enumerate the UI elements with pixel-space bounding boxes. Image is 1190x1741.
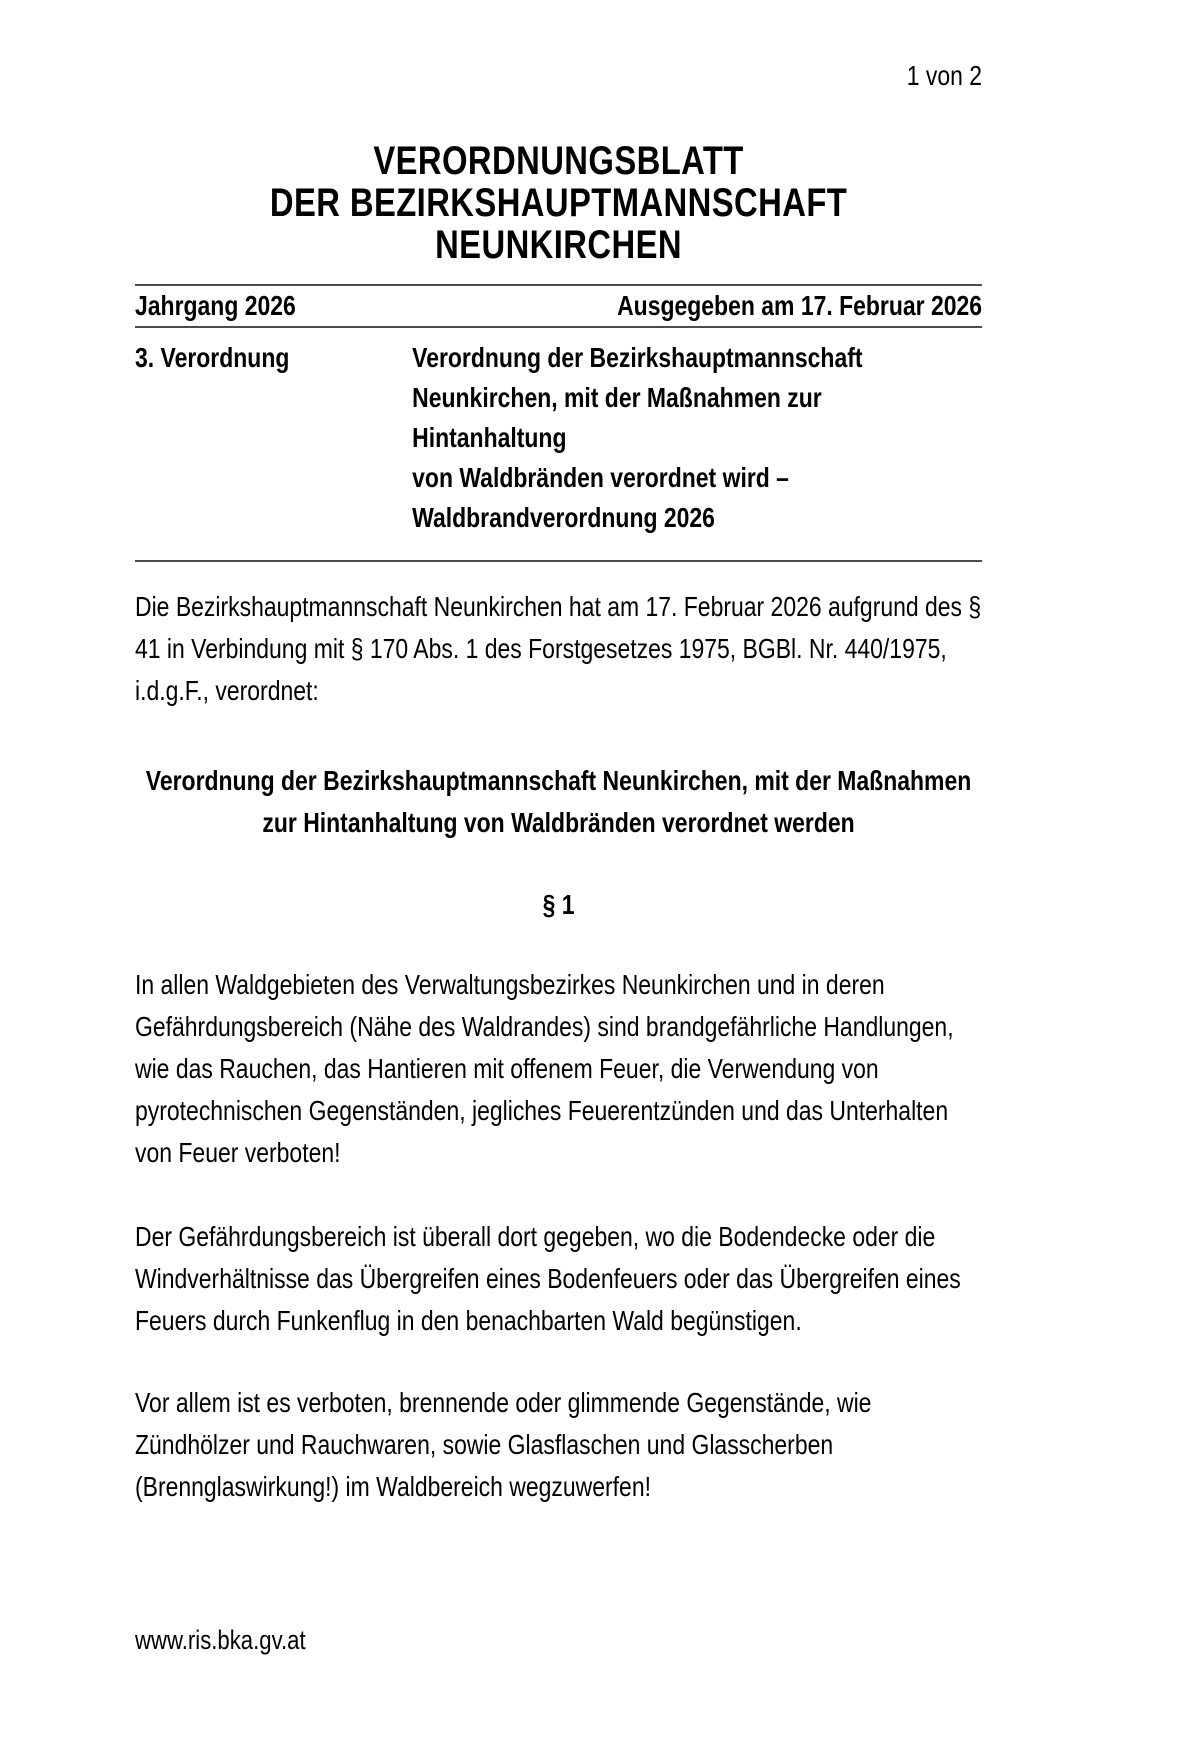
- footer-url: www.ris.bka.gv.at: [135, 1625, 306, 1655]
- body-paragraph: Vor allem ist es verboten, brennende oder glimmende Gegenstände, wie Zündhölzer und Rauchwaren, sowie Glasflaschen und Glasscherben (Brennglaswirkung!) im Waldbereich wegzuwerfen!: [135, 1387, 872, 1502]
- issue-header-row: [135, 286, 982, 326]
- body-paragraph: Der Gefährdungsbereich ist überall dort gegeben, wo die Bodendecke oder die Windverhältnisse das Übergreifen eines Bodenfeuers oder das Übergreifen eines Feuers durch Funkenflug in den benachbarten Wald begünstigen.: [135, 1221, 961, 1336]
- issued-date-label: Ausgegeben am 17. Februar 2026: [617, 290, 983, 321]
- page-number: 1 von 2: [906, 60, 983, 91]
- preamble-paragraph: Die Bezirkshauptmannschaft Neunkirchen hat am 17. Februar 2026 aufgrund des § 41 in Verbindung mit § 170 Abs. 1 des Forstgesetzes 1975, BGBl. Nr. 440/1975, i.d.g.F., verordnet:: [135, 591, 982, 706]
- masthead: [135, 140, 982, 266]
- horizontal-rule-bottom: [135, 560, 982, 562]
- body-paragraph: In allen Waldgebieten des Verwaltungsbezirkes Neunkirchen und in deren Gefährdungsbereich (Nähe des Waldrandes) sind brandgefährliche Handlungen, wie das Rauchen, das Hantieren mit offenem Feuer, die Verwendung von pyrotechnischen Gegenständen, jegliches Feuerentzünden und das Unterhalten von Feuer verboten!: [135, 969, 954, 1168]
- ordinance-title-line: Neunkirchen, mit der Maßnahmen zur Hintanhaltung: [412, 382, 822, 453]
- section-heading: § 1: [542, 889, 575, 920]
- ordinance-number: 3. Verordnung: [135, 342, 290, 373]
- ordinance-heading: Verordnung der Bezirkshauptmannschaft Neunkirchen, mit der Maßnahmen zur Hintanhaltung von Waldbränden verordnet werden: [145, 765, 972, 838]
- ordinance-title: [412, 338, 982, 538]
- masthead-title-line: NEUNKIRCHEN: [435, 223, 682, 267]
- ordinance-title-line: Waldbrandverordnung 2026: [412, 502, 715, 533]
- ordinance-title-line: Verordnung der Bezirkshauptmannschaft: [412, 342, 863, 373]
- masthead-title-line: DER BEZIRKSHAUPTMANNSCHAFT: [269, 181, 848, 225]
- year-label: Jahrgang 2026: [135, 290, 296, 321]
- document-page: [135, 58, 982, 1657]
- ordinance-row: [135, 328, 982, 560]
- ordinance-title-line: von Waldbränden verordnet wird –: [412, 462, 789, 493]
- masthead-title-line: VERORDNUNGSBLATT: [373, 139, 744, 183]
